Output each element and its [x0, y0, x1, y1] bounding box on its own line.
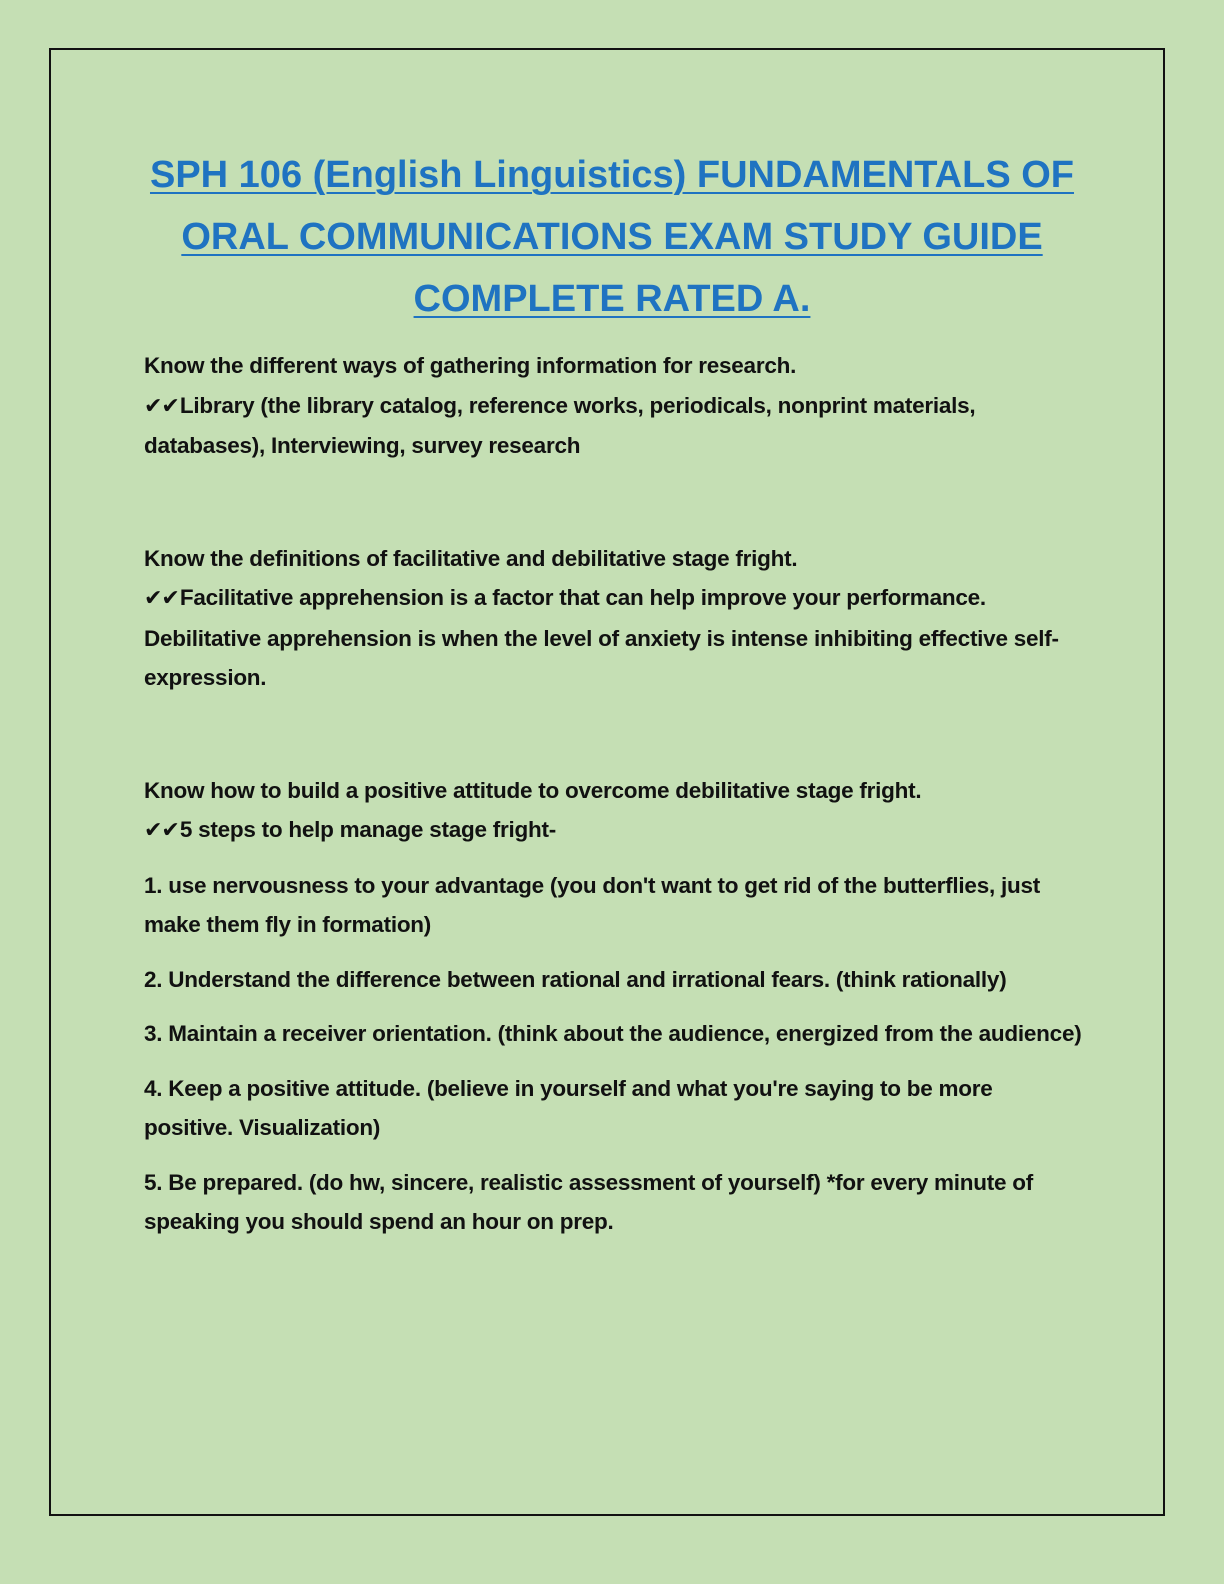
answer-block	[144, 578, 1084, 698]
question-text: Know how to build a positive attitude to overcome debilitative stage fright.	[144, 777, 922, 803]
paragraph-spacer	[144, 945, 1084, 960]
answer-text: Facilitative apprehension is a factor that can help improve your performance. Debilitative apprehension is when the level of anxiety is intense inhibiting effective self-expression.	[144, 585, 1059, 690]
answer-block	[144, 810, 1084, 851]
paragraph-spacer	[144, 999, 1084, 1014]
section-spacer	[144, 466, 1084, 539]
document-title: SPH 106 (English Linguistics) FUNDAMENTALS OF ORAL COMMUNICATIONS EXAM STUDY GUIDE COMPLETE RATED A.	[149, 154, 1075, 320]
step-item: 2. Understand the difference between rational and irrational fears. (think rationally)	[144, 966, 1007, 992]
paragraph-spacer	[144, 1148, 1084, 1163]
question-text: Know the different ways of gathering information for research.	[144, 353, 797, 378]
section-spacer	[144, 698, 1084, 771]
answer-text: 5 steps to help manage stage fright-	[179, 817, 556, 842]
double-checkmark-icon: ✔✔	[144, 586, 179, 611]
paragraph-spacer	[144, 851, 1084, 866]
question-text: Know the definitions of facilitative and debilitative stage fright.	[144, 545, 798, 571]
qa-section-research	[144, 346, 1084, 466]
answer-text: Library (the library catalog, reference works, periodicals, nonprint materials, databases), Interviewing, survey research	[144, 392, 976, 458]
step-item: 4. Keep a positive attitude. (believe in yourself and what you're saying to be more positive. Visualization)	[144, 1075, 993, 1140]
double-checkmark-icon: ✔✔	[144, 393, 179, 419]
qa-section-positive-attitude	[144, 771, 1084, 1242]
double-checkmark-icon: ✔✔	[144, 818, 179, 843]
step-item: 1. use nervousness to your advantage (you don't want to get rid of the butterflies, just make them fly in formation)	[144, 872, 1040, 937]
step-item: 5. Be prepared. (do hw, sincere, realistic assessment of yourself) *for every minute of speaking you should spend an hour on prep.	[144, 1169, 1033, 1234]
qa-section-stage-fright-definitions	[144, 539, 1084, 698]
answer-block	[144, 386, 1084, 466]
document-body	[144, 346, 1084, 1242]
paragraph-spacer	[144, 1054, 1084, 1069]
step-item: 3. Maintain a receiver orientation. (think about the audience, energized from the audience)	[144, 1021, 1082, 1046]
